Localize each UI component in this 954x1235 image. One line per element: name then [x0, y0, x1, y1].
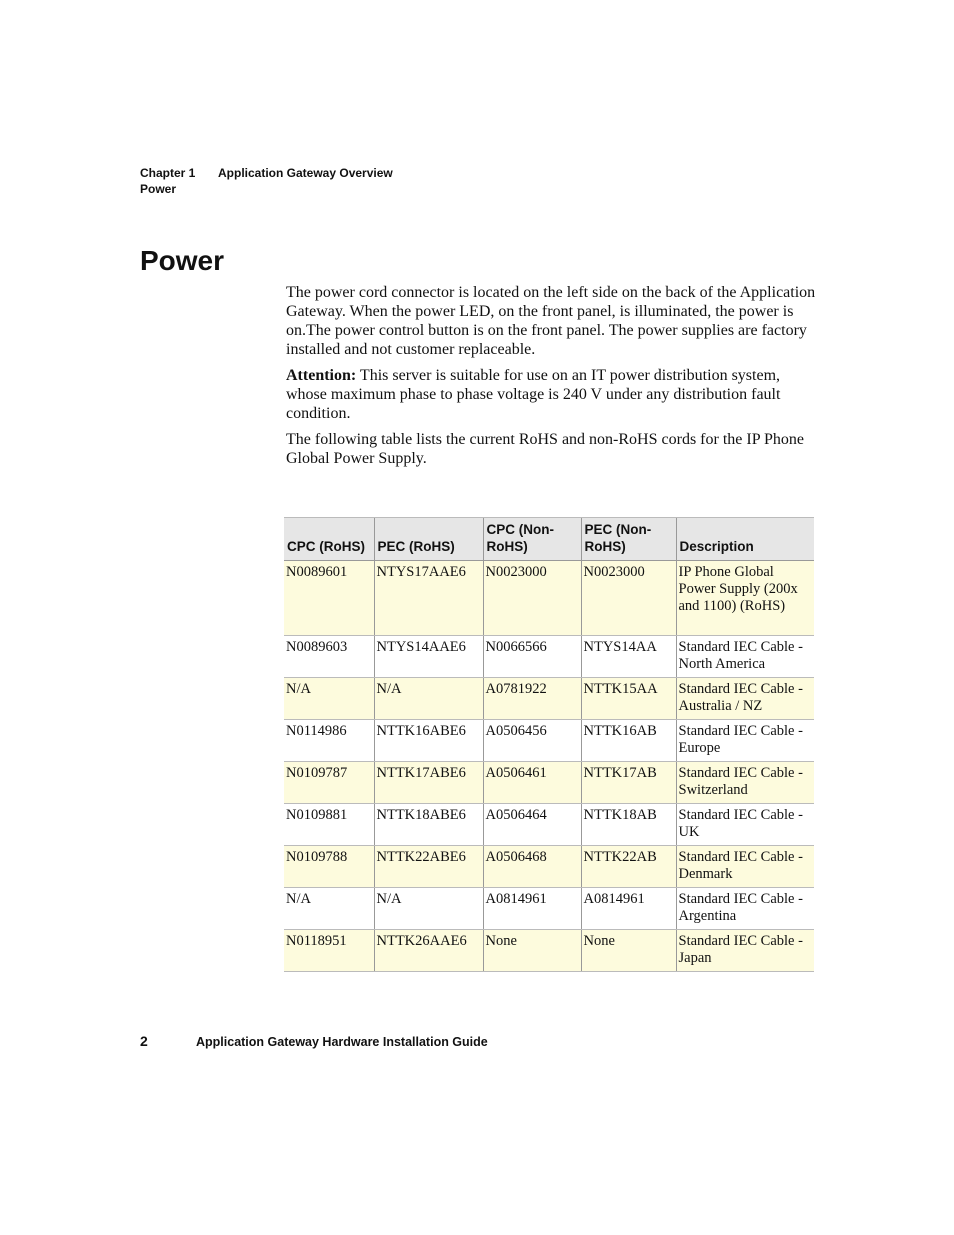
running-header: [140, 165, 393, 197]
attention-text: This server is suitable for use on an IT power distribution system, whose maximum phase to phase voltage is 240 V under any distribution fault condition.: [286, 367, 781, 422]
table-cell: N/A: [284, 888, 374, 930]
table-cell: NTTK18ABE6: [374, 804, 483, 846]
table-cell: None: [581, 930, 676, 972]
table-cell: N0089603: [284, 636, 374, 678]
table-cell: A0814961: [581, 888, 676, 930]
table-row: [284, 888, 814, 930]
table-cell: N0089601: [284, 561, 374, 636]
column-header-cpc-non-rohs: CPC (Non-RoHS): [483, 518, 581, 561]
table-cell: NTTK16ABE6: [374, 720, 483, 762]
table-cell: N0118951: [284, 930, 374, 972]
table-cell: N/A: [284, 678, 374, 720]
table-cell: N0114986: [284, 720, 374, 762]
column-header-description: Description: [676, 518, 814, 561]
table-intro-paragraph: The following table lists the current RoHS and non-RoHS cords for the IP Phone Global Power Supply.: [286, 431, 804, 467]
table-cell: None: [483, 930, 581, 972]
table-cell: N0023000: [581, 561, 676, 636]
table-cell: A0506464: [483, 804, 581, 846]
table-row: [284, 762, 814, 804]
table-cell: Standard IEC Cable - Denmark: [676, 846, 814, 888]
table-row: [284, 720, 814, 762]
chapter-number: Chapter 1: [140, 166, 196, 180]
table-header-row: [284, 518, 814, 561]
table-cell: NTTK17ABE6: [374, 762, 483, 804]
table-row: [284, 804, 814, 846]
table-cell: NTYS14AA: [581, 636, 676, 678]
table-cell: N/A: [374, 678, 483, 720]
table-cell: A0506461: [483, 762, 581, 804]
table-row: [284, 930, 814, 972]
table-row: [284, 636, 814, 678]
table-cell: N0109787: [284, 762, 374, 804]
table-cell: A0506456: [483, 720, 581, 762]
body-text: [286, 283, 816, 475]
table-cell: NTTK18AB: [581, 804, 676, 846]
attention-label: Attention:: [286, 367, 357, 384]
column-header-pec-non-rohs: PEC (Non-RoHS): [581, 518, 676, 561]
table-cell: N0023000: [483, 561, 581, 636]
table-cell: NTTK26AAE6: [374, 930, 483, 972]
table-cell: A0506468: [483, 846, 581, 888]
column-header-pec-rohs: PEC (RoHS): [374, 518, 483, 561]
intro-paragraph: The power cord connector is located on the left side on the back of the Application Gateway. When the power LED, on the front panel, is illuminated, the power is on.The power control button is on the front panel. The power supplies are factory installed and not customer replaceable.: [286, 284, 816, 358]
table-cell: NTTK16AB: [581, 720, 676, 762]
page-footer: [140, 1033, 488, 1049]
table-cell: Standard IEC Cable - UK: [676, 804, 814, 846]
chapter-title: Application Gateway Overview: [218, 166, 393, 180]
table-cell: Standard IEC Cable - Switzerland: [676, 762, 814, 804]
table-cell: NTYS17AAE6: [374, 561, 483, 636]
table-cell: N/A: [374, 888, 483, 930]
column-header-cpc-rohs: CPC (RoHS): [284, 518, 374, 561]
attention-paragraph: [286, 366, 816, 423]
book-title: Application Gateway Hardware Installation Guide: [196, 1035, 488, 1049]
table-cell: Standard IEC Cable - Australia / NZ: [676, 678, 814, 720]
table-cell: Standard IEC Cable - Argentina: [676, 888, 814, 930]
table-cell: N0109788: [284, 846, 374, 888]
section-name: Power: [140, 182, 177, 196]
table-cell: NTTK22ABE6: [374, 846, 483, 888]
page-number: 2: [140, 1033, 148, 1049]
table-cell: NTTK15AA: [581, 678, 676, 720]
table-cell: NTTK22AB: [581, 846, 676, 888]
table-cell: A0814961: [483, 888, 581, 930]
table-cell: Standard IEC Cable - North America: [676, 636, 814, 678]
power-cord-table: [284, 517, 814, 972]
table-row: [284, 561, 814, 636]
page-title: Power: [140, 245, 225, 276]
table-cell: Standard IEC Cable - Japan: [676, 930, 814, 972]
table-cell: IP Phone Global Power Supply (200x and 1100) (RoHS): [676, 561, 814, 636]
table-cell: N0066566: [483, 636, 581, 678]
table-cell: N0109881: [284, 804, 374, 846]
table-cell: NTTK17AB: [581, 762, 676, 804]
table-row: [284, 846, 814, 888]
table-row: [284, 678, 814, 720]
table-cell: NTYS14AAE6: [374, 636, 483, 678]
table-cell: Standard IEC Cable - Europe: [676, 720, 814, 762]
table-cell: A0781922: [483, 678, 581, 720]
